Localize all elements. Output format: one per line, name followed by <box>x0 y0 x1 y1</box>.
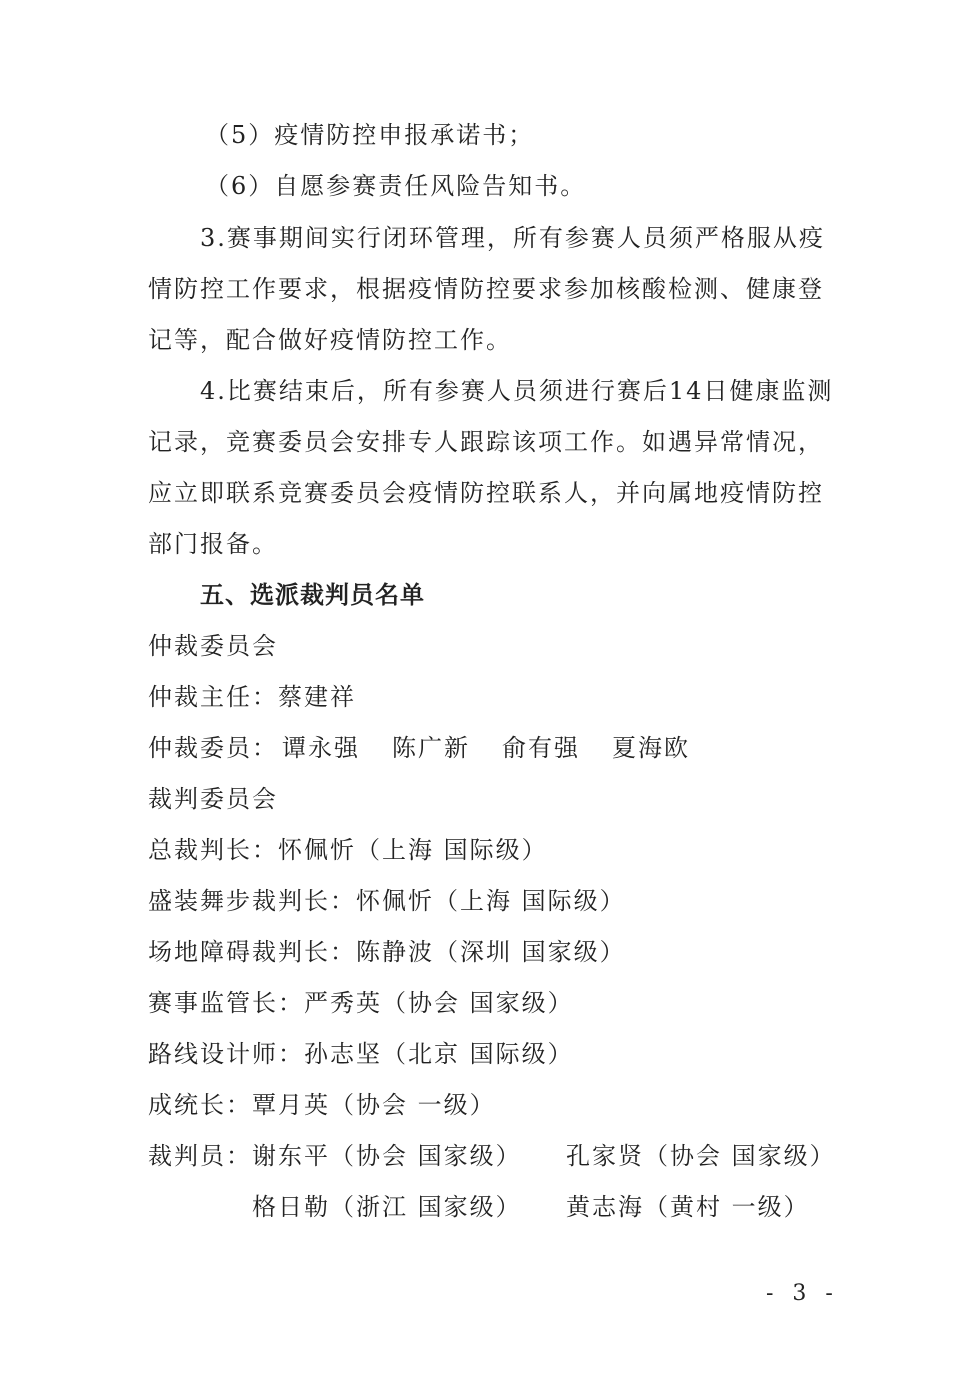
paragraph-3-line-2: 情防控工作要求，根据疫情防控要求参加核酸检测、健康登 <box>148 275 824 303</box>
arbitration-member: 夏海欧 <box>612 734 690 762</box>
arbitration-members-label: 仲裁委员： <box>148 734 278 762</box>
judges-label: 裁判员： <box>148 1142 252 1170</box>
arbitration-member: 俞有强 <box>502 734 580 762</box>
paragraph-3-line-3: 记等，配合做好疫情防控工作。 <box>148 326 512 354</box>
paragraph-4-line-4: 部门报备。 <box>148 530 278 558</box>
arbitration-member: 陈广新 <box>392 734 470 762</box>
paragraph-3-line-1: 3.赛事期间实行闭环管理，所有参赛人员须严格服从疫 <box>200 224 825 252</box>
event-supervisor: 赛事监管长：严秀英（协会 国家级） <box>148 989 574 1017</box>
judge-entry: 黄志海（黄村 一级） <box>566 1193 810 1221</box>
arbitration-title: 仲裁委员会 <box>148 632 278 660</box>
arbitration-members <box>148 733 690 763</box>
judge-entry: 格日勒（浙江 国家级） <box>252 1193 522 1221</box>
list-item-5: （5）疫情防控申报承诺书； <box>205 121 535 149</box>
paragraph-4-line-1: 4.比赛结束后，所有参赛人员须进行赛后14日健康监测 <box>200 377 834 405</box>
arbitration-director: 仲裁主任：蔡建祥 <box>148 683 356 711</box>
referee-committee-title: 裁判委员会 <box>148 785 278 813</box>
results-chief: 成统长：覃月英（协会 一级） <box>148 1091 496 1119</box>
chief-referee: 总裁判长：怀佩忻（上海 国际级） <box>148 836 548 864</box>
paragraph-4-line-2: 记录，竞赛委员会安排专人跟踪该项工作。如遇异常情况， <box>148 428 824 456</box>
paragraph-4-line-3: 应立即联系竞赛委员会疫情防控联系人，并向属地疫情防控 <box>148 479 824 507</box>
course-designer: 路线设计师：孙志坚（北京 国际级） <box>148 1040 574 1068</box>
list-item-6: （6）自愿参赛责任风险告知书。 <box>205 172 587 200</box>
arbitration-member: 谭永强 <box>282 734 360 762</box>
page-number: - 3 - <box>766 1281 839 1306</box>
section-heading: 五、选派裁判员名单 <box>200 581 425 609</box>
judge-entry: 谢东平（协会 国家级） <box>252 1142 522 1170</box>
jumping-chief-referee: 场地障碍裁判长：陈静波（深圳 国家级） <box>148 938 626 966</box>
dressage-chief-referee: 盛装舞步裁判长：怀佩忻（上海 国际级） <box>148 887 626 915</box>
judge-entry: 孔家贤（协会 国家级） <box>566 1142 836 1170</box>
